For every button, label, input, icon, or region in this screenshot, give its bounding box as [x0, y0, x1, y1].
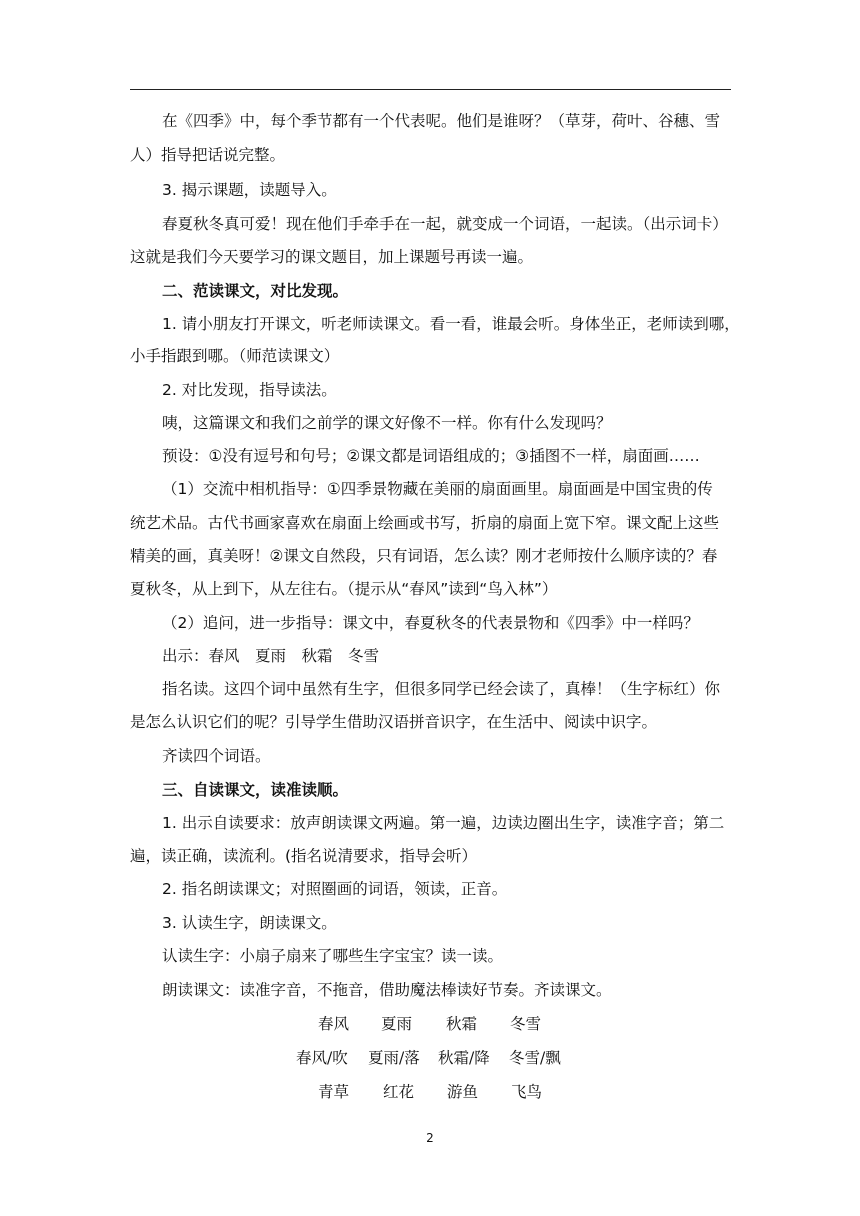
- page-number: 2: [426, 1131, 434, 1145]
- paragraph-line: 人）指导把话说完整。: [130, 146, 286, 164]
- word-cell: 夏雨/落: [368, 1049, 420, 1067]
- paragraph-line: 朗读课文：读准字音，不拖音，借助魔法棒读好节奏。齐读课文。: [162, 981, 612, 999]
- paragraph-line: 1. 请小朋友打开课文，听老师读课文。看一看，谁最会听。身体坐正，老师读到哪，: [162, 315, 740, 333]
- word-cell: 冬雪/飘: [509, 1049, 561, 1067]
- paragraph-line: 是怎么认识它们的呢？引导学生借助汉语拼音识字，在生活中、阅读中识字。: [130, 713, 658, 731]
- word-cell: 秋霜/降: [438, 1049, 490, 1067]
- paragraph-line: 精美的画，真美呀！②课文自然段，只有词语，怎么读？刚才老师按什么顺序读的？春: [130, 547, 718, 565]
- paragraph-line: 咦，这篇课文和我们之前学的课文好像不一样。你有什么发现吗？: [162, 414, 612, 432]
- paragraph-line: 预设：①没有逗号和句号；②课文都是词语组成的；③插图不一样，扇面画……: [162, 447, 700, 465]
- word-cell: 春风: [318, 1015, 350, 1033]
- header-rule: [130, 89, 731, 90]
- word-cell: 春风/吹: [296, 1049, 348, 1067]
- word-cell: 青草: [318, 1083, 350, 1101]
- paragraph-line: 在《四季》中，每个季节都有一个代表呢。他们是谁呀？（草芽，荷叶、谷穗、雪: [162, 112, 721, 130]
- paragraph-line: 认读生字：小扇子扇来了哪些生字宝宝？读一读。: [162, 947, 504, 965]
- word-cell: 飞鸟: [511, 1083, 543, 1101]
- paragraph-line: 夏秋冬，从上到下，从左往右。（提示从“春风”读到“鸟入林”）: [130, 580, 558, 598]
- paragraph-line: 出示：春风 夏雨 秋霜 冬雪: [162, 647, 380, 665]
- paragraph-line: 遍，读正确，读流利。(指名说清要求，指导会听）: [130, 847, 478, 865]
- step-heading: 3. 揭示课题，读题导入。: [162, 181, 337, 199]
- section-heading: 二、范读课文，对比发现。: [162, 282, 349, 300]
- paragraph-line: 指名读。这四个词中虽然有生字，但很多同学已经会读了，真棒！（生字标红）你: [162, 680, 721, 698]
- paragraph-line: （1）交流中相机指导：①四季景物藏在美丽的扇面画里。扇面画是中国宝贵的传: [162, 480, 713, 498]
- paragraph-line: 统艺术品。古代书画家喜欢在扇面上绘画或书写，折扇的扇面上宽下窄。课文配上这些: [130, 514, 720, 532]
- paragraph-line: 这就是我们今天要学习的课文题目，加上课题号再读一遍。: [130, 248, 534, 266]
- word-cell: 夏雨: [381, 1015, 413, 1033]
- step-heading: 2. 对比发现，指导读法。: [162, 381, 337, 399]
- word-cell: 冬雪: [510, 1015, 542, 1033]
- word-cell: 游鱼: [447, 1083, 479, 1101]
- paragraph-line: 齐读四个词语。: [162, 747, 271, 765]
- paragraph-line: （2）追问，进一步指导：课文中，春夏秋冬的代表景物和《四季》中一样吗？: [162, 614, 699, 632]
- paragraph-line: 1. 出示自读要求：放声朗读课文两遍。第一遍，边读边圈出生字，读准字音；第二: [162, 814, 725, 832]
- word-cell: 红花: [383, 1083, 415, 1101]
- word-cell: 秋霜: [446, 1015, 478, 1033]
- section-heading: 三、自读课文，读准读顺。: [162, 781, 349, 799]
- step-heading: 3. 认读生字，朗读课文。: [162, 914, 337, 932]
- paragraph-line: 春夏秋冬真可爱！现在他们手牵手在一起，就变成一个词语，一起读。（出示词卡）: [162, 215, 728, 233]
- step-heading: 2. 指名朗读课文；对照圈画的词语，领读，正音。: [162, 880, 508, 898]
- paragraph-line: 小手指跟到哪。（师范读课文）: [130, 347, 340, 365]
